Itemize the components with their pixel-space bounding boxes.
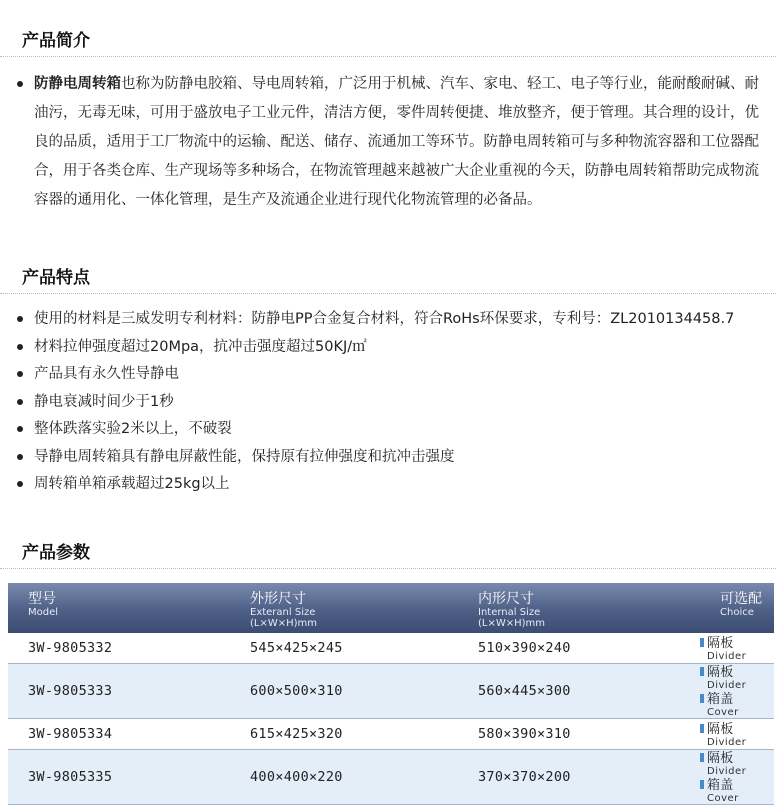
bullet-icon — [17, 399, 23, 405]
column-header-en: Model — [28, 607, 59, 618]
choice-marker-icon — [700, 724, 704, 733]
feature-text: 整体跌落实验2米以上，不破裂 — [34, 421, 232, 437]
table-row — [8, 664, 774, 719]
feature-text: 产品具有永久性导静电 — [34, 366, 179, 382]
bullet-icon — [17, 344, 23, 350]
model-cell: 3W-9805332 — [28, 640, 113, 656]
column-header-en: Choice — [720, 607, 754, 618]
column-header-unit: (L×W×H)mm — [250, 618, 318, 629]
features-heading: 产品特点 — [22, 268, 90, 288]
spec-table — [8, 583, 774, 805]
spec-table-body — [8, 633, 774, 805]
model-cell: 3W-9805333 — [8, 664, 238, 719]
choice-option — [700, 750, 746, 777]
feature-item — [14, 444, 762, 471]
column-header-outer-size — [238, 583, 466, 633]
bullet-icon — [17, 426, 23, 432]
choice-cell — [698, 719, 774, 750]
column-header-model — [8, 583, 238, 633]
choice-option — [700, 721, 746, 748]
column-header-cn: 可选配 — [720, 591, 762, 607]
choice-cell — [698, 750, 774, 805]
choice-marker-icon — [700, 694, 704, 703]
bullet-icon — [17, 371, 23, 377]
column-header-en: Exteranl Size — [250, 607, 316, 618]
inner-size-cell: 580×390×310 — [478, 726, 571, 742]
intro-section-header — [0, 22, 776, 57]
feature-item — [14, 306, 762, 333]
spec-table-header-row — [8, 583, 774, 633]
choice-label-en: Divider — [707, 650, 747, 662]
params-heading: 产品参数 — [22, 543, 90, 563]
choice-marker-icon — [700, 753, 704, 762]
feature-text: 材料拉伸强度超过20Mpa，抗冲击强度超过50KJ/㎡ — [34, 338, 367, 355]
choice-option — [700, 664, 746, 691]
feature-item — [14, 334, 762, 361]
intro-lead: 防静电周转箱 — [34, 76, 121, 92]
choice-marker-icon — [700, 667, 704, 676]
choice-label-cn: 隔板 — [707, 635, 734, 651]
column-header-cn: 型号 — [28, 591, 56, 607]
choice-option — [700, 691, 739, 718]
choice-label-cn: 隔板 — [707, 721, 734, 737]
bullet-icon — [17, 81, 23, 87]
choice-cell — [698, 664, 774, 719]
bullet-icon — [17, 316, 23, 322]
column-header-unit: (L×W×H)mm — [478, 618, 546, 629]
choice-label-cn: 隔板 — [707, 665, 734, 680]
inner-size-cell: 560×445×300 — [466, 664, 698, 719]
column-header-en: Internal Size — [478, 607, 541, 618]
feature-text: 周转箱单箱承载超过25kg以上 — [34, 476, 230, 492]
feature-item — [14, 471, 762, 498]
params-section-header — [0, 534, 776, 569]
table-row — [8, 719, 774, 750]
intro-list — [14, 70, 762, 215]
model-cell: 3W-9805334 — [28, 726, 113, 742]
feature-item — [14, 416, 762, 443]
feature-text: 使用的材料是三威发明专利材料：防静电PP合金复合材料，符合RoHs环保要求，专利号：ZL2010134458.7 — [34, 311, 735, 327]
column-header-cn: 外形尺寸 — [250, 591, 306, 607]
table-row — [8, 750, 774, 805]
choice-marker-icon — [700, 638, 704, 647]
choice-label-en: Cover — [707, 793, 739, 804]
choice-label-cn: 箱盖 — [707, 778, 734, 793]
choice-label-en: Cover — [707, 707, 739, 718]
features-section-header — [0, 259, 776, 294]
bullet-icon — [17, 454, 23, 460]
choice-label-cn: 隔板 — [707, 751, 734, 766]
table-row — [8, 633, 774, 664]
outer-size-cell: 545×425×245 — [250, 640, 343, 656]
column-header-cn: 内形尺寸 — [478, 591, 534, 607]
column-header-inner-size — [466, 583, 698, 633]
intro-heading: 产品简介 — [22, 31, 90, 51]
choice-option — [700, 635, 746, 662]
outer-size-cell: 400×400×220 — [238, 750, 466, 805]
outer-size-cell: 615×425×320 — [250, 726, 343, 742]
intro-text: 也称为防静电胶箱、导电周转箱，广泛用于机械、汽车、家电、轻工、电子等行业，能耐酸耐碱、耐油污，无毒无味，可用于盛放电子工业元件，清洁方便，零件周转便捷、堆放整齐，便于管理。其合理的设计，优良的品质，适用于工厂物流中的运输、配送、储存、流通加工等环节。防静电周转箱可与多种物流容器和工位器配合，用于各类仓库、生产现场等多种场合，在物流管理越来越被广大企业重视的今天，防静电周转箱帮助完成物流容器的通用化、一体化管理，是生产及流通企业进行现代化物流管理的必备品。 — [34, 76, 759, 208]
feature-text: 导静电周转箱具有静电屏蔽性能，保持原有拉伸强度和抗冲击强度 — [34, 448, 455, 465]
choice-label-en: Divider — [707, 766, 747, 777]
inner-size-cell: 510×390×240 — [478, 640, 571, 656]
model-cell: 3W-9805335 — [8, 750, 238, 805]
choice-marker-icon — [700, 780, 704, 789]
bullet-icon — [17, 481, 23, 487]
feature-item — [14, 361, 762, 388]
intro-paragraph — [14, 70, 762, 215]
choice-option — [700, 777, 739, 804]
choice-label-cn: 箱盖 — [707, 692, 734, 707]
feature-text: 静电衰减时间少于1秒 — [34, 393, 174, 410]
outer-size-cell: 600×500×310 — [238, 664, 466, 719]
inner-size-cell: 370×370×200 — [466, 750, 698, 805]
choice-cell — [698, 633, 774, 664]
features-list — [14, 306, 762, 499]
feature-item — [14, 389, 762, 416]
choice-label-en: Divider — [707, 736, 747, 748]
column-header-choice — [698, 583, 774, 633]
choice-label-en: Divider — [707, 680, 747, 691]
